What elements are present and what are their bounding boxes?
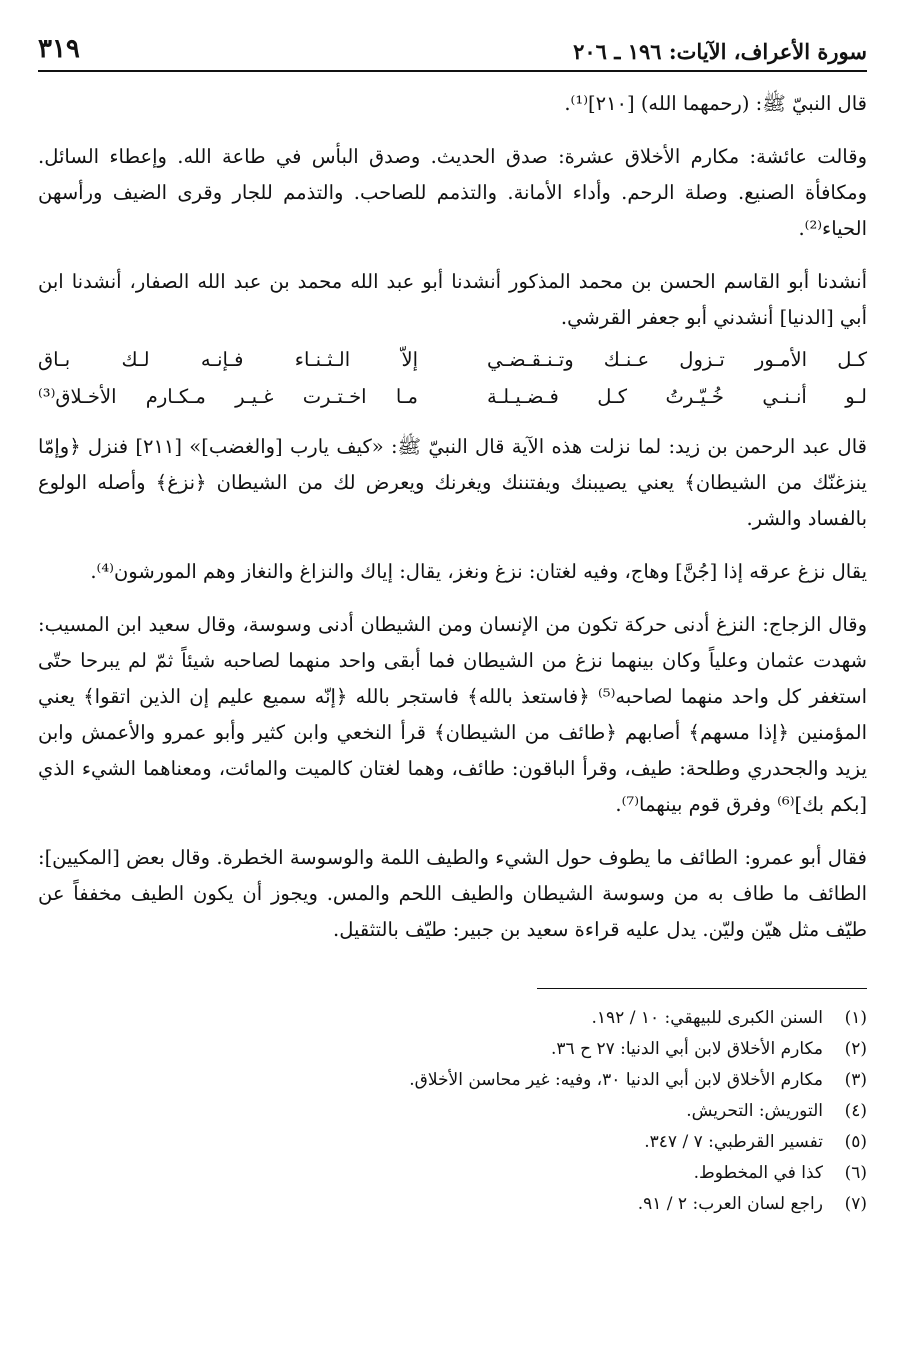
footnote xyxy=(38,1189,867,1220)
footnote-number: (٤) xyxy=(844,1101,867,1121)
footnote xyxy=(38,1034,867,1065)
running-header xyxy=(38,30,867,72)
footnote-number: (٢) xyxy=(844,1039,867,1059)
header-title: سورة الأعراف، الآيات: ١٩٦ ـ ٢٠٦ xyxy=(573,39,867,64)
footnote xyxy=(38,1158,867,1189)
footnote-separator xyxy=(537,988,867,989)
paragraph: وقالت عائشة: مكارم الأخلاق عشرة: صدق الحديث. وصدق البأس في طاعة الله. وإعطاء السائل. ومكافأة الصنيع. وصلة الرحم. وأداء الأمانة. والتذمم للصاحب. والتذمم للجار وقرى الضيف ورأسهن الحياء⁽²⁾. xyxy=(38,145,867,240)
page-number: ٣١٩ xyxy=(38,34,80,64)
verse-first-hemistich: لـو أنـنـي خُـيّـرتُ كـل فـضـيـلـة xyxy=(487,385,867,408)
footnote xyxy=(38,1065,867,1096)
footnote xyxy=(38,1127,867,1158)
footnote-text: مكارم الأخلاق لابن أبي الدنيا ٣٠، وفيه: غير محاسن الأخلاق. xyxy=(409,1070,823,1090)
poem xyxy=(38,342,867,415)
paragraph: يقال نزغ عرقه إذا [جُنَّ] وهاج، وفيه لغتان: نزغ ونغز، يقال: إياك والنزاغ والنغاز وهم المورشون⁽⁴⁾. xyxy=(90,560,867,583)
footnote-text: تفسير القرطبي: ٧ / ٣٤٧. xyxy=(644,1132,823,1152)
main-text xyxy=(38,86,867,948)
footnote-number: (١) xyxy=(844,1008,867,1028)
paragraph: قال النبيّ ﷺ: (رحمهما الله) [٢١٠]⁽¹⁾. xyxy=(564,92,867,115)
footnote xyxy=(38,1003,867,1034)
verse-second-hemistich: مـا اخـتـرت غـيـر مـكـارم الأخـلاق⁽³⁾ xyxy=(38,385,418,408)
paragraph: فقال أبو عمرو: الطائف ما يطوف حول الشيء والطيف اللمة والوسوسة الخطرة. وقال بعض [المكيين]: الطائف ما طاف به من وسوسة الشيطان والطيف اللحم والمس. ويجوز أن يكون الطيف مخففاً عن طيّف مثل هيّن وليّن. يدل عليه قراءة سعيد بن جبير: طيّف بالتثقيل. xyxy=(38,846,867,941)
paragraph: قال عبد الرحمن بن زيد: لما نزلت هذه الآية قال النبيّ ﷺ: «كيف يارب [والغضب]» [٢١١] فنزل ﴿وإمّا ينزغنّك من الشيطان﴾ يعني يصيبنك ويفتننك ويغرنك ويعرض لك من الشيطان ﴿نزغ﴾ وأصله الولوع بالفساد والشر. xyxy=(38,435,867,530)
paragraph: أنشدنا أبو القاسم الحسن بن محمد المذكور أنشدنا أبو عبد الله محمد بن عبد الله الصفار، أنشدنا ابن أبي [الدنيا] أنشدني أبو جعفر القرشي. xyxy=(38,270,867,329)
footnote-text: راجع لسان العرب: ٢ / ٩١. xyxy=(637,1194,823,1214)
footnote-text: التوريش: التحريش. xyxy=(686,1101,823,1121)
footnote-number: (٣) xyxy=(844,1070,867,1090)
footnotes xyxy=(38,1003,867,1220)
footnote-text: مكارم الأخلاق لابن أبي الدنيا: ٢٧ ح ٣٦. xyxy=(551,1039,823,1059)
footnote-text: كذا في المخطوط. xyxy=(693,1163,823,1183)
verse-second-hemistich: إلاّ الـثـنـاء فـإنـه لـك بـاق xyxy=(38,348,418,371)
footnote-number: (٥) xyxy=(844,1132,867,1152)
footnote xyxy=(38,1096,867,1127)
poem-verse xyxy=(38,379,867,415)
poem-verse xyxy=(38,342,867,378)
paragraph: وقال الزجاج: النزغ أدنى حركة تكون من الإنسان ومن الشيطان أدنى وسوسة، وقال سعيد ابن المسيب: شهدت عثمان وعلياً وكان بينهما نزغ من الشيطان فما أبقى واحد منهما لصاحبه شيئاً ثمّ لم يبرحا حتّى استغفر كل واحد منهما لصاحبه⁽⁵⁾ ﴿فاستعذ بالله﴾ فاستجر بالله ﴿إنّه سميع عليم إن الذين اتقوا﴾ يعني المؤمنين ﴿إذا مسهم﴾ أصابهم ﴿طائف من الشيطان﴾ قرأ النخعي وابن كثير وأبو عمرو والأعمش وابن يزيد والجحدري وطلحة: طيف، وقرأ الباقون: طائف، وهما لغتان كالميت والمائت، ومعناهما الشيء الذي [بكم بك]⁽⁶⁾ وفرق قوم بينهما⁽⁷⁾. xyxy=(38,613,868,816)
verse-first-hemistich: كـل الأمـور تـزول عـنـك وتـنـقـضـي xyxy=(487,348,867,371)
footnote-text: السنن الكبرى للبيهقي: ١٠ / ١٩٢. xyxy=(591,1008,823,1028)
footnote-number: (٦) xyxy=(844,1163,867,1183)
footnote-number: (٧) xyxy=(844,1194,867,1214)
